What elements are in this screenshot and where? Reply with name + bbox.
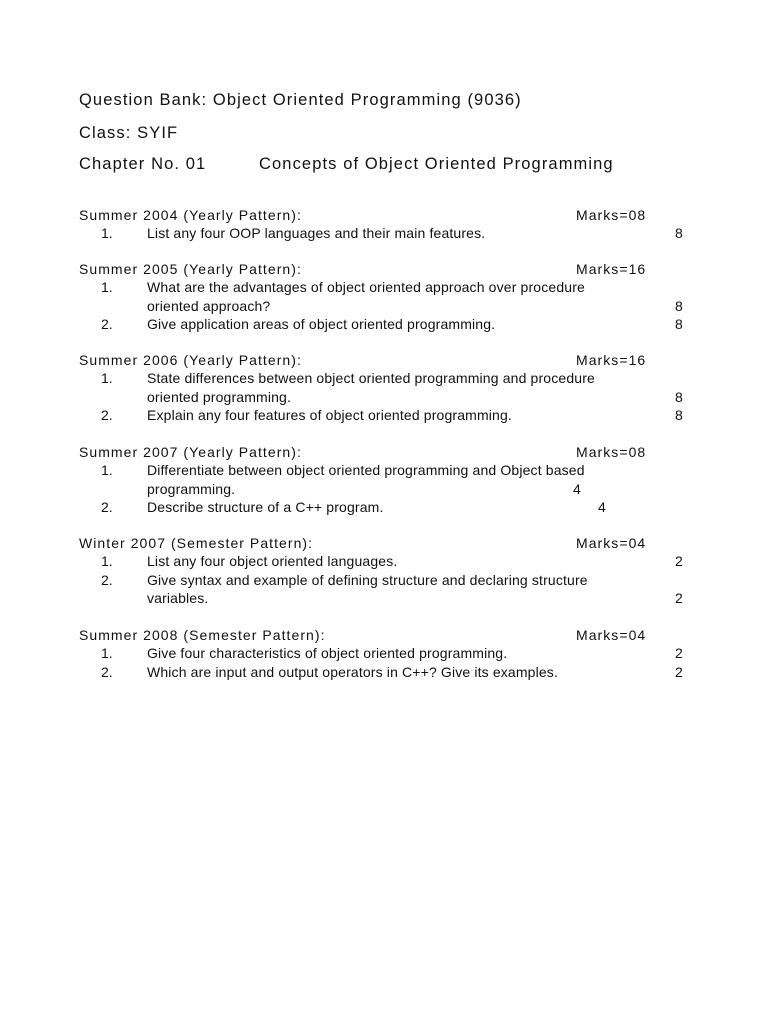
question-item [79,406,699,424]
section-marks: Marks=04 [576,627,647,643]
class-label: Class: SYIF [79,124,179,142]
question-marks: 8 [675,407,683,424]
question-marks: 2 [675,590,683,607]
section-marks: Marks=08 [576,207,647,223]
question-item [79,315,699,333]
section-title: Summer 2006 (Yearly Pattern): [79,352,302,368]
question-text: Which are input and output operators in C++? Give its examples. [147,663,558,680]
question-item [79,369,699,406]
question-item [79,498,699,516]
question-text: List any four OOP languages and their main features. [147,225,486,242]
question-item [79,571,699,608]
exam-section [79,626,699,681]
section-header [79,443,699,461]
question-item [79,644,699,662]
question-marks: 4 [573,480,581,497]
section-marks: Marks=16 [576,352,647,368]
question-marks: 2 [675,645,683,662]
question-number: 1. [101,462,113,479]
exam-section [79,351,699,425]
question-number: 1. [101,370,113,387]
question-marks: 2 [675,663,683,680]
question-number: 2. [101,407,113,424]
question-item [79,663,699,681]
section-header [79,534,699,552]
question-item [79,278,699,315]
exam-section [79,443,699,517]
question-marks: 2 [675,553,683,570]
section-marks: Marks=16 [576,261,647,277]
question-text: List any four object oriented languages. [147,553,398,570]
question-marks: 8 [675,316,683,333]
question-text: What are the advantages of object oriented approach over procedure oriented approach? [147,279,585,314]
question-text: Explain any four features of object oriented programming. [147,407,512,424]
section-title: Summer 2004 (Yearly Pattern): [79,207,302,223]
question-text: Differentiate between object oriented programming and Object based programming. [147,462,585,497]
document-title: Question Bank: Object Oriented Programming (9036) [79,91,522,109]
question-number: 2. [101,663,113,680]
exam-section [79,206,699,243]
question-number: 2. [101,316,113,333]
question-number: 2. [101,499,113,516]
question-marks: 8 [675,388,683,405]
question-text: Give four characteristics of object oriented programming. [147,645,508,662]
section-header [79,260,699,278]
section-header [79,626,699,644]
question-item [79,552,699,570]
question-text: Describe structure of a C++ program. [147,499,384,516]
question-number: 2. [101,571,113,588]
section-title: Summer 2008 (Semester Pattern): [79,627,326,643]
section-header [79,206,699,224]
question-marks: 8 [675,225,683,242]
question-marks: 4 [598,499,606,516]
chapter-heading [79,155,614,174]
section-header [79,351,699,369]
section-title: Summer 2005 (Yearly Pattern): [79,261,302,277]
section-marks: Marks=04 [576,535,647,551]
question-number: 1. [101,553,113,570]
exam-section [79,260,699,334]
section-title: Winter 2007 (Semester Pattern): [79,535,314,551]
section-title: Summer 2007 (Yearly Pattern): [79,444,302,460]
section-marks: Marks=08 [576,444,647,460]
question-number: 1. [101,225,113,242]
chapter-number: Chapter No. 01 [79,155,207,173]
question-number: 1. [101,279,113,296]
chapter-title: Concepts of Object Oriented Programming [259,155,614,173]
question-item [79,224,699,242]
question-text: Give application areas of object oriented programming. [147,316,496,333]
question-marks: 8 [675,297,683,314]
question-text: State differences between object oriented programming and procedure oriented programming. [147,370,595,405]
question-text: Give syntax and example of defining structure and declaring structure variables. [147,571,588,607]
question-number: 1. [101,645,113,662]
exam-section [79,534,699,608]
question-item [79,461,699,498]
